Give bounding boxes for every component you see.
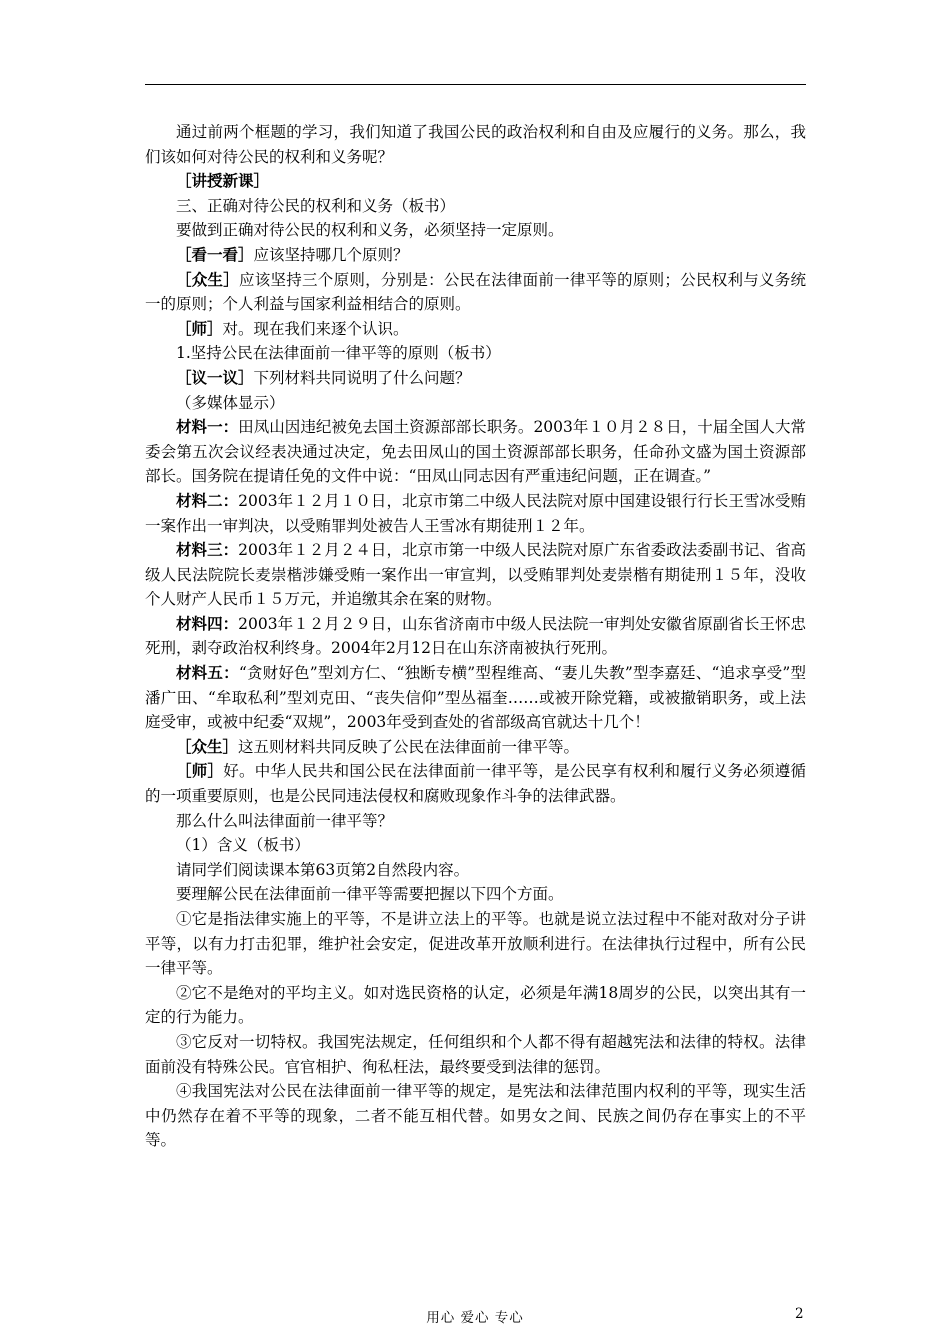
paragraph — [145, 317, 806, 342]
paragraph-text: （多媒体显示） — [176, 393, 285, 412]
paragraph — [145, 243, 806, 268]
paragraph-label: 材料一： — [176, 417, 239, 437]
paragraph — [145, 759, 806, 808]
page-number: 2 — [795, 1306, 804, 1322]
paragraph — [145, 661, 806, 735]
paragraph-text: ①它是指法律实施上的平等，不是讲立法上的平等。也就是说立法过程中不能对敌对分子讲平等，以有力打击犯罪，维护社会安定，促进改革开放顺利进行。在法律执行过程中，所有公民一律平等。 — [145, 910, 806, 978]
paragraph — [145, 612, 806, 661]
paragraph — [145, 809, 806, 834]
paragraph-text: ④我国宪法对公民在法律面前一律平等的规定，是宪法和法律范围内权利的平等，现实生活中仍然存在着不平等的现象，二者不能互相代替。如男女之间、民族之间仍存在事实上的不平等。 — [145, 1082, 806, 1150]
paragraph-text: “贪财好色”型刘方仁、“独断专横”型程维高、“妻儿失教”型李嘉廷、“追求享受”型潘广田、“牟取私利”型刘克田、“丧失信仰”型丛福奎……或被开除党籍，或被撤销职务，或上法庭受审，或被中纪委“双规”，2003年受到查处的省部级高官就达十几个！ — [145, 664, 806, 732]
paragraph-text: 要做到正确对待公民的权利和义务，必须坚持一定原则。 — [176, 221, 564, 240]
paragraph-label: 材料三： — [176, 540, 239, 560]
paragraph-text: 应该坚持三个原则，分别是：公民在法律面前一律平等的原则；公民权利与义务统一的原则；个人利益与国家利益相结合的原则。 — [145, 270, 806, 314]
paragraph-label: ［师］ — [176, 761, 224, 781]
paragraph-label: 材料四： — [176, 613, 239, 633]
paragraph — [145, 194, 806, 219]
paragraph-text: 2003年１２月２９日，山东省济南市中级人民法院一审判处安徽省原副省长王怀忠死刑，剥夺政治权利终身。2004年2月12日在山东济南被执行死刑。 — [145, 614, 806, 658]
paragraph — [145, 341, 806, 366]
paragraph — [145, 907, 806, 981]
paragraph — [145, 366, 806, 391]
document-body — [145, 120, 806, 1153]
paragraph-text: ③它反对一切特权。我国宪法规定，任何组织和个人都不得有超越宪法和法律的特权。法律面前没有特殊公民。官官相护、徇私枉法，最终要受到法律的惩罚。 — [145, 1032, 806, 1076]
paragraph — [145, 735, 806, 760]
paragraph-label: ［众生］ — [176, 736, 239, 756]
paragraph — [145, 1030, 806, 1079]
paragraph — [145, 218, 806, 243]
paragraph-text: 1.坚持公民在法律面前一律平等的原则（板书） — [176, 344, 501, 363]
paragraph-text: （1）含义（板书） — [176, 836, 310, 855]
paragraph-text: 这五则材料共同反映了公民在法律面前一律平等。 — [238, 737, 580, 756]
paragraph-label: ［讲授新课］ — [176, 171, 270, 191]
paragraph-text: 那么什么叫法律面前一律平等？ — [176, 811, 394, 830]
paragraph-label: 材料二： — [176, 490, 239, 510]
paragraph-label: ［议一议］ — [176, 367, 254, 387]
paragraph-text: 2003年１２月２４日，北京市第一中级人民法院对原广东省委政法委副书记、省高级人民法院院长麦崇楷涉嫌受贿一案作出一审宣判，以受贿罪判处麦崇楷有期徒刑１５年，没收个人财产人民币１５万元，并追缴其余在案的财物。 — [145, 541, 806, 609]
paragraph-label: ［看一看］ — [176, 244, 254, 264]
paragraph-text: 下列材料共同说明了什么问题？ — [253, 368, 471, 387]
paragraph-text: ②它不是绝对的平均主义。如对选民资格的认定，必须是年满18周岁的公民，以突出其有一定的行为能力。 — [145, 983, 806, 1027]
paragraph-text: 对。现在我们来逐个认识。 — [222, 319, 409, 338]
paragraph-text: 通过前两个框题的学习，我们知道了我国公民的政治权利和自由及应履行的义务。那么，我们该如何对待公民的权利和义务呢？ — [145, 123, 806, 166]
paragraph — [145, 538, 806, 612]
paragraph — [145, 981, 806, 1030]
paragraph — [145, 833, 806, 858]
paragraph-label: ［师］ — [176, 318, 223, 338]
paragraph-text: 田凤山因违纪被免去国土资源部部长职务。2003年１０月２８日，十届全国人大常委会第五次会议经表决通过决定，免去田凤山的国土资源部部长职务，任命孙文盛为国土资源部部长。国务院在提请任免的文件中说：“田凤山同志因有严重违纪问题，正在调查。” — [145, 418, 806, 486]
paragraph — [145, 169, 806, 194]
paragraph-text: 2003年１２月１０日，北京市第二中级人民法院对原中国建设银行行长王雪冰受贿一案作出一审判决，以受贿罪判处被告人王雪冰有期徒刑１２年。 — [145, 491, 806, 535]
paragraph — [145, 489, 806, 538]
paragraph — [145, 415, 806, 489]
footer-text: 用心 爱心 专心 — [426, 1310, 524, 1326]
paragraph-label: 材料五： — [176, 663, 239, 683]
paragraph-text: 三、正确对待公民的权利和义务（板书） — [176, 196, 456, 215]
header-rule — [145, 84, 806, 85]
paragraph-text: 应该坚持哪几个原则？ — [253, 245, 409, 264]
paragraph — [145, 882, 806, 907]
paragraph-text: 请同学们阅读课本第63页第2自然段内容。 — [176, 860, 470, 879]
paragraph — [145, 858, 806, 883]
paragraph — [145, 391, 806, 416]
paragraph-text: 好。中华人民共和国公民在法律面前一律平等，是公民享有权利和履行义务必须遵循的一项重要原则，也是公民同违法侵权和腐败现象作斗争的法律武器。 — [145, 762, 806, 806]
paragraph — [145, 120, 806, 169]
paragraph — [145, 1079, 806, 1153]
paragraph-text: 要理解公民在法律面前一律平等需要把握以下四个方面。 — [176, 885, 564, 904]
paragraph — [145, 268, 806, 317]
paragraph-label: ［众生］ — [176, 269, 240, 289]
